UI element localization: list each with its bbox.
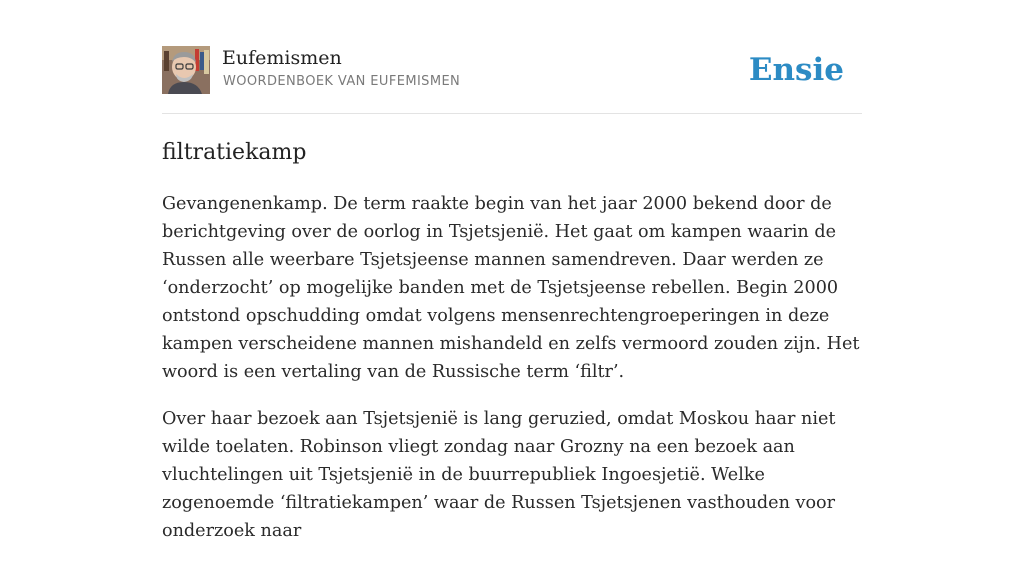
entry-header — [162, 46, 862, 96]
site-logo[interactable]: Ensie — [748, 52, 844, 88]
author-subtitle[interactable]: WOORDENBOEK VAN EUFEMISMEN — [223, 74, 461, 89]
entry-paragraph-1: Gevangenenkamp. De term raakte begin van het jaar 2000 bekend door de berichtgeving over de oorlog in Tsjetsjenië. Het gaat om kampen waarin de Russen alle weerbare Tsjetsjeense mannen samendreven. Daar werden ze ‘onderzocht’ op mogelijke banden met de Tsjetsjeense rebellen. Begin 2000 ontstond opschudding omdat volgens mensenrechtengroeperingen in deze kampen verscheidene mannen mishandeld en zelfs vermoord zouden zijn. Het woord is een vertaling van de Russische term ‘filtr’. — [162, 194, 860, 382]
avatar-portrait-icon — [162, 46, 210, 94]
entry-title: filtratiekamp — [162, 140, 307, 165]
header-divider — [162, 113, 862, 114]
entry-paragraph-2: Over haar bezoek aan Tsjetsjenië is lang geruzied, omdat Moskou haar niet wilde toelaten. Robinson vliegt zondag naar Grozny na een bezoek aan vluchtelingen uit Tsjetsjenië in de buurrepubliek Ingoesjetië. Welke zogenoemde ‘filtratiekampen’ waar de Russen Tsjetsjenen vasthouden voor onderzoek naar — [162, 409, 836, 541]
author-avatar[interactable] — [162, 46, 210, 94]
entry-body — [162, 190, 862, 564]
author-name[interactable]: Eufemismen — [222, 47, 342, 69]
